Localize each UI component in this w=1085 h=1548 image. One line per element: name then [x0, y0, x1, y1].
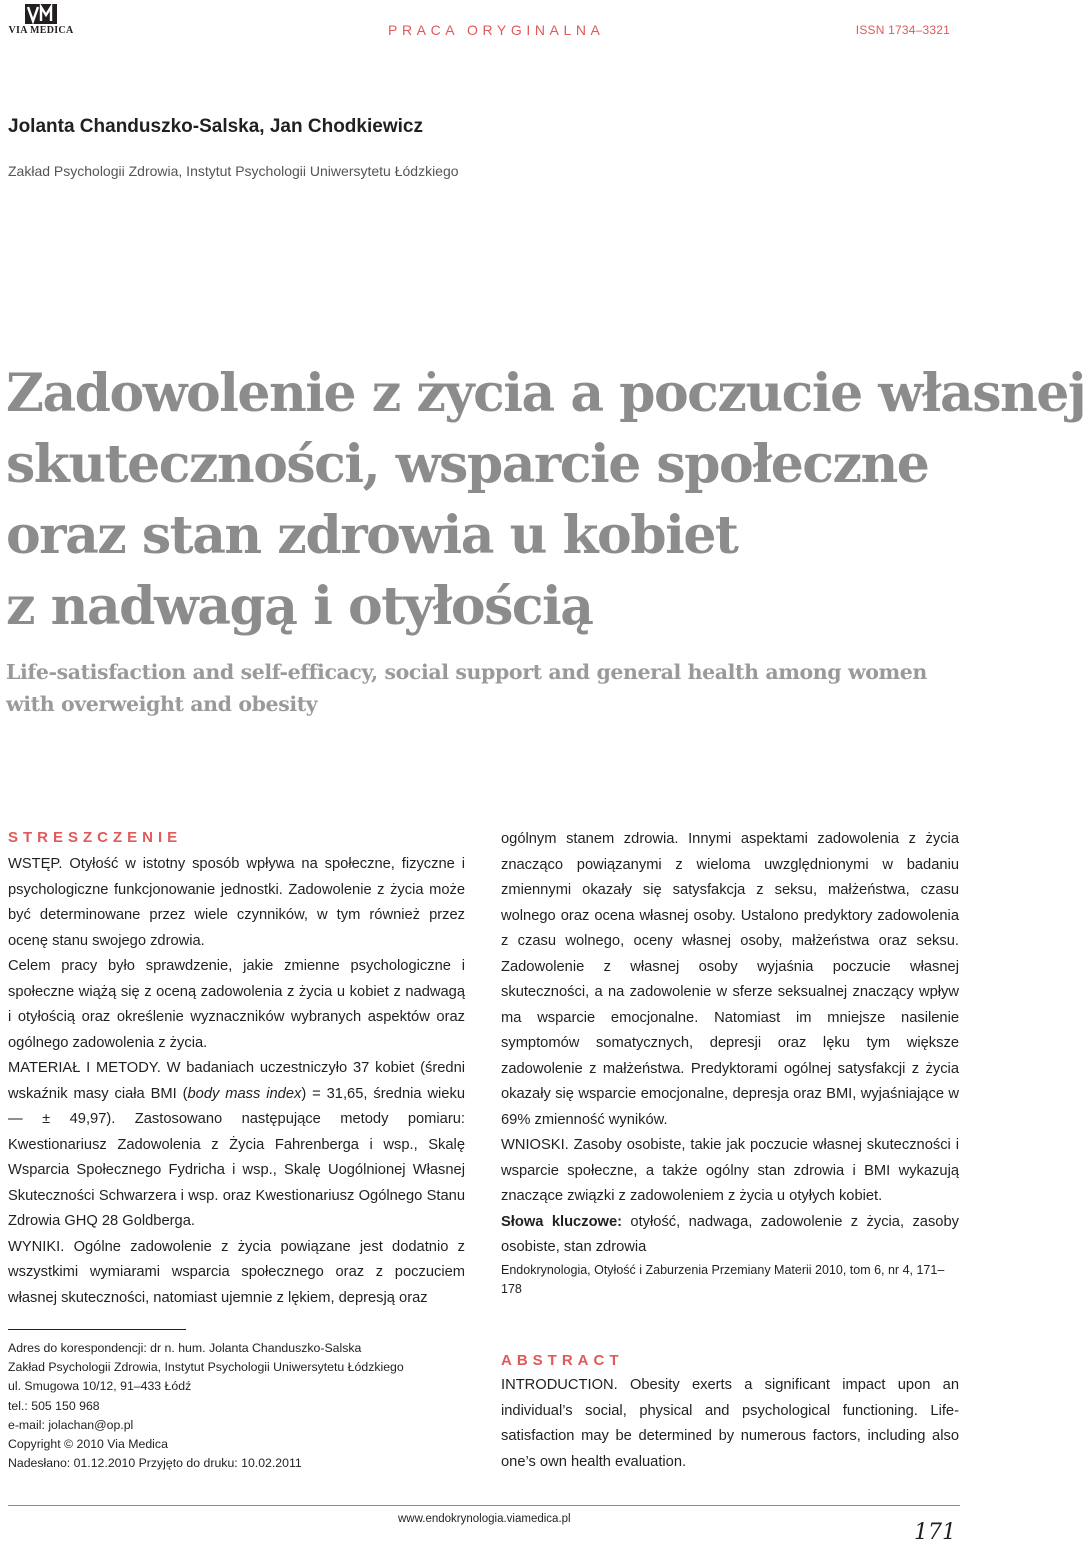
- correspondence-line: tel.: 505 150 968: [8, 1398, 100, 1413]
- page-number: 171: [914, 1520, 956, 1545]
- keywords-text: otyłość, nadwaga, zadowolenie z życia, zasoby osobiste, stan zdrowia: [501, 1213, 959, 1255]
- correspondence-line: Zakład Psychologii Zdrowia, Instytut Psychologii Uniwersytetu Łódzkiego: [8, 1360, 404, 1375]
- correspondence-line: Adres do korespondencji: dr n. hum. Jolanta Chanduszko-Salska: [8, 1341, 362, 1355]
- keywords: [501, 1210, 959, 1261]
- citation: Endokrynologia, Otyłość i Zaburzenia Przemiany Materii 2010, tom 6, nr 4, 171–178: [501, 1262, 945, 1296]
- section-label: PRACA ORYGINALNA: [388, 22, 605, 38]
- abstract-heading: ABSTRACT: [501, 1352, 624, 1369]
- article-title: [6, 358, 1085, 642]
- conclusions-text: Zasoby osobiste, takie jak poczucie własnej skuteczności i wsparcie społeczne, a także ogólny stan zdrowia i BMI wykazują znaczące związki z zadowoleniem z życia u otyłych kobiet.: [501, 1137, 959, 1204]
- title-line: oraz stan zdrowia u kobiet: [6, 505, 738, 566]
- article-subtitle: [6, 656, 946, 720]
- affiliation: Zakład Psychologii Zdrowia, Instytut Psychologii Uniwersytetu Łódzkiego: [8, 163, 459, 179]
- title-line: z nadwagą i otyłością: [6, 576, 593, 637]
- conclusions-paragraph: [501, 1133, 959, 1210]
- logo-text: VIA MEDICA: [8, 25, 74, 36]
- keywords-label: Słowa kluczowe:: [501, 1213, 623, 1230]
- methods-italic: body mass index: [187, 1085, 302, 1102]
- streszczenie-column-2: [501, 827, 959, 1299]
- aim-paragraph: Celem pracy było sprawdzenie, jakie zmienne psychologiczne i społeczne wiążą się z oceną zadowolenia z życia u kobiet z nadwagą i otyłością oraz określenie wyznaczników wybranych aspektów oraz ogólnego zadowolenia z życia.: [8, 958, 465, 1051]
- correspondence-line: Copyright © 2010 Via Medica: [8, 1437, 168, 1452]
- conclusions-label: WNIOSKI.: [501, 1137, 569, 1153]
- footer-divider: [8, 1505, 960, 1506]
- streszczenie-column-1: [8, 852, 465, 1311]
- results-text: Ogólne zadowolenie z życia powiązane jest dodatnio z wszystkimi wymiarami wsparcia społecznego oraz z poczuciem własnej skuteczności, natomiast ujemnie z lękiem, depresją oraz: [8, 1238, 465, 1306]
- journal-website: www.endokrynologia.viamedica.pl: [398, 1513, 571, 1525]
- correspondence-line: e-mail: jolachan@op.pl: [8, 1417, 134, 1432]
- abstract-intro-text: Obesity exerts a significant impact upon an individual’s social, physical and psychological functioning. Life-satisfaction may be determined by numerous factors, including also one’s own health evaluation.: [501, 1377, 959, 1470]
- subtitle-line: with overweight and obesity: [6, 692, 318, 716]
- results-label: WYNIKI.: [8, 1238, 65, 1255]
- intro-paragraph: [8, 852, 465, 954]
- subtitle-line: Life-satisfaction and self-efficacy, social support and general health among women: [6, 660, 927, 684]
- correspondence-line: Nadesłano: 01.12.2010 Przyjęto do druku: 10.02.2011: [8, 1456, 302, 1471]
- methods-paragraph: [8, 1056, 465, 1235]
- streszczenie-heading: STRESZCZENIE: [8, 829, 183, 846]
- results-continued: ogólnym stanem zdrowia. Innymi aspektami zadowolenia z życia znacząco powiązanymi z wieloma uwzględnionymi w badaniu zmiennymi okazały się satysfakcja z seksu, małżeństwa, czasu wolnego oraz ocena własnej osoby. Ustalono predyktory zadowolenia z czasu wolnego, oceny własnej osoby, małżeństwa oraz seksu. Zadowolenie z własnej osoby wyjaśnia poczucie własnej skuteczności, a na zadowolenie w sferze seksualnej znaczący wpływ ma wsparcie emocjonalne. Natomiast im mniejsze nasilenie symptomów somatycznych, depresji oraz lęku tym większe zadowolenie z małżeństwa. Predyktorami ogólnej satysfakcji z życia okazały się wsparcie emocjonalne, depresja oraz BMI, wyjaśniające w 69% zmienność wyników.: [501, 831, 959, 1128]
- intro-label: WSTĘP.: [8, 856, 63, 872]
- abstract-body: [501, 1373, 959, 1475]
- methods-text-cont: ) = 31,65, średnia wieku — ± 49,97). Zastosowano następujące metody pomiaru: Kwestionariusz Zadowolenia z Życia Fahrenberga i wsp., Skalę Wsparcia Społecznego Fydricha i wsp., Skalę Uogólnionej Własnej Skuteczności Schwarzera i wsp. oraz Kwestionariusz Ogólnego Stanu Zdrowia GHQ 28 Goldberga.: [8, 1085, 465, 1229]
- methods-label: MATERIAŁ I METODY.: [8, 1060, 161, 1076]
- issn: ISSN 1734–3321: [855, 23, 950, 37]
- abstract-intro-label: INTRODUCTION.: [501, 1377, 618, 1393]
- title-line: skuteczności, wsparcie społeczne: [6, 434, 929, 495]
- footnote-divider: [8, 1329, 186, 1330]
- correspondence-line: ul. Smugowa 10/12, 91–433 Łódź: [8, 1379, 192, 1394]
- abstract-intro-paragraph: [501, 1373, 959, 1475]
- via-medica-logo: [8, 4, 74, 38]
- authors: Jolanta Chanduszko-Salska, Jan Chodkiewicz: [8, 116, 423, 137]
- intro-text: Otyłość w istotny sposób wpływa na społeczne, fizyczne i psychologiczne funkcjonowanie jednostki. Zadowolenie z życia może być determinowane przez wiele czynników, w tym również przez ocenę stanu swojego zdrowia.: [8, 856, 465, 949]
- results-paragraph: [8, 1235, 465, 1312]
- methods-text: W badaniach uczestniczyło 37 kobiet (średni wskaźnik masy ciała BMI (: [8, 1060, 465, 1102]
- title-line: Zadowolenie z życia a poczucie własnej: [6, 363, 1085, 424]
- correspondence: [8, 1339, 404, 1473]
- via-medica-logo-icon: [25, 4, 57, 24]
